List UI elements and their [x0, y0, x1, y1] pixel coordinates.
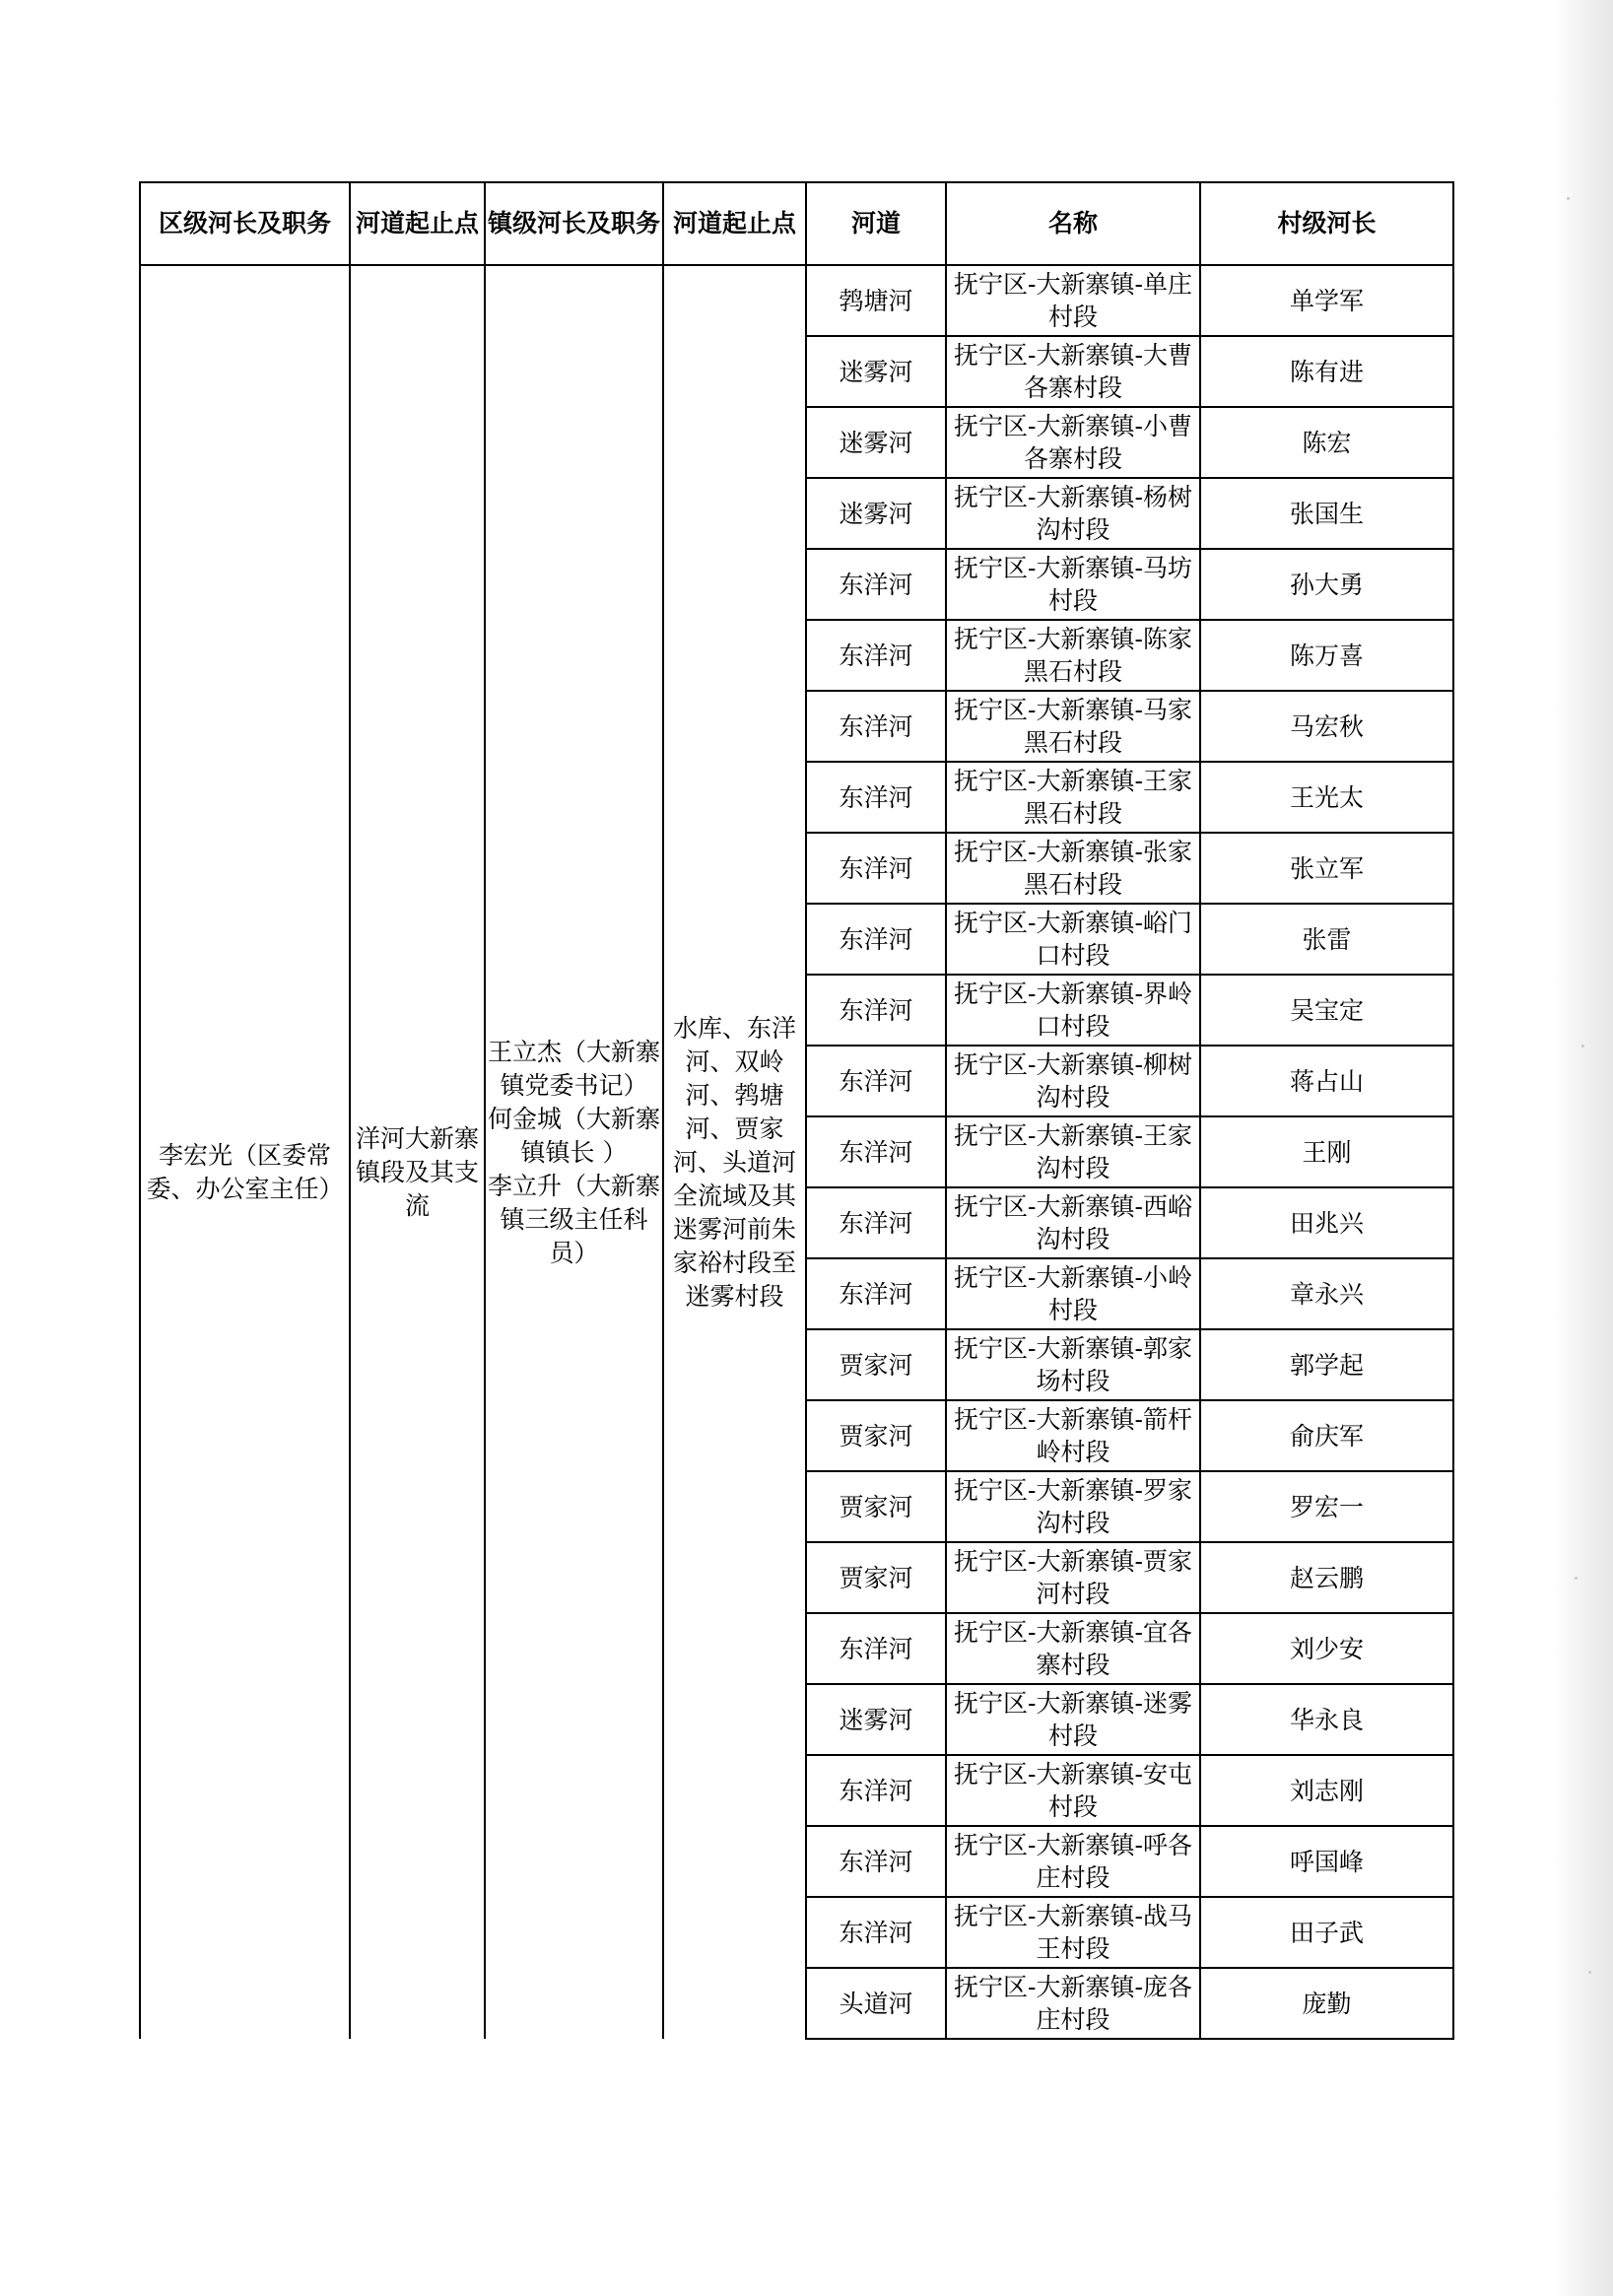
village-chief-cell: 罗宏一 [1200, 1471, 1453, 1542]
segment-name-cell [946, 1187, 1200, 1258]
river-cell: 迷雾河 [806, 336, 946, 407]
village-chief-cell: 庞勤 [1200, 1968, 1453, 2039]
segment-name-text: 抚宁区-大新寨镇-马家黑石村段 [954, 696, 1192, 757]
segment-name-text: 抚宁区-大新寨镇-单庄村段 [954, 270, 1192, 331]
village-chief-cell: 陈宏 [1200, 407, 1453, 478]
river-cell: 迷雾河 [806, 478, 946, 549]
river-cell: 东洋河 [806, 975, 946, 1046]
segment-name-text: 抚宁区-大新寨镇-杨树沟村段 [954, 483, 1192, 544]
segment-name-text: 抚宁区-大新寨镇-西峪沟村段 [954, 1192, 1192, 1253]
segment-name-text: 抚宁区-大新寨镇-小曹各寨村段 [954, 412, 1192, 473]
segment-name-text: 抚宁区-大新寨镇-呼各庄村段 [954, 1831, 1192, 1892]
segment-name-text: 抚宁区-大新寨镇-陈家黑石村段 [954, 625, 1192, 686]
village-chief-cell: 马宏秋 [1200, 691, 1453, 762]
river-cell: 东洋河 [806, 1755, 946, 1826]
segment-name-cell [946, 1471, 1200, 1542]
segment-name-cell [946, 620, 1200, 691]
district-chief-text: 李宏光（区委常委、办公室主任） [146, 1140, 344, 1203]
village-chief-cell: 蒋占山 [1200, 1046, 1453, 1116]
segment-name-text: 抚宁区-大新寨镇-马坊村段 [954, 554, 1192, 615]
segment-name-cell [946, 1613, 1200, 1684]
village-chief-cell: 王光太 [1200, 762, 1453, 833]
river-cell: 东洋河 [806, 1897, 946, 1968]
header-town-chief: 镇级河长及职务 [485, 182, 663, 265]
segment-name-cell [946, 407, 1200, 478]
village-chief-cell: 单学军 [1200, 265, 1453, 336]
district-reach-text: 洋河大新寨镇段及其支流 [355, 1123, 479, 1220]
scan-speck [1575, 1577, 1578, 1580]
village-chief-cell: 章永兴 [1200, 1258, 1453, 1329]
river-cell: 东洋河 [806, 1613, 946, 1684]
segment-name-cell [946, 975, 1200, 1046]
segment-name-text: 抚宁区-大新寨镇-大曹各寨村段 [954, 341, 1192, 402]
segment-name-cell [946, 1684, 1200, 1755]
village-chief-cell: 王刚 [1200, 1116, 1453, 1187]
village-chief-cell: 刘少安 [1200, 1613, 1453, 1684]
header-name: 名称 [946, 182, 1200, 265]
segment-name-cell [946, 1542, 1200, 1613]
header-row [140, 182, 1453, 265]
river-cell: 贾家河 [806, 1471, 946, 1542]
header-district-chief: 区级河长及职务 [140, 182, 350, 265]
village-chief-cell: 陈有进 [1200, 336, 1453, 407]
river-cell: 鹁塘河 [806, 265, 946, 336]
segment-name-text: 抚宁区-大新寨镇-郭家场村段 [954, 1334, 1192, 1395]
header-river: 河道 [806, 182, 946, 265]
town-chief-entry: 王立杰（大新寨镇党委书记） [487, 1037, 660, 1100]
scan-speck [1581, 1045, 1584, 1047]
segment-name-text: 抚宁区-大新寨镇-宜各寨村段 [954, 1618, 1192, 1679]
segment-name-cell [946, 904, 1200, 975]
scan-speck [1567, 197, 1570, 200]
river-cell: 贾家河 [806, 1329, 946, 1400]
segment-name-text: 抚宁区-大新寨镇-安屯村段 [954, 1760, 1192, 1821]
town-reach-cell [663, 265, 806, 2039]
segment-name-text: 抚宁区-大新寨镇-峪门口村段 [954, 909, 1192, 970]
segment-name-cell [946, 762, 1200, 833]
river-cell: 东洋河 [806, 904, 946, 975]
river-cell: 迷雾河 [806, 1684, 946, 1755]
header-town-reach: 河道起止点 [663, 182, 806, 265]
river-cell: 东洋河 [806, 833, 946, 904]
river-cell: 东洋河 [806, 762, 946, 833]
segment-name-cell [946, 478, 1200, 549]
district-reach-cell [350, 265, 485, 2039]
village-chief-cell: 张雷 [1200, 904, 1453, 975]
river-cell: 东洋河 [806, 1187, 946, 1258]
river-cell: 头道河 [806, 1968, 946, 2039]
segment-name-text: 抚宁区-大新寨镇-王家沟村段 [954, 1121, 1192, 1182]
village-chief-cell: 孙大勇 [1200, 549, 1453, 620]
segment-name-cell [946, 833, 1200, 904]
page-edge-shadow [1554, 0, 1613, 2296]
river-cell: 东洋河 [806, 549, 946, 620]
village-chief-cell: 陈万喜 [1200, 620, 1453, 691]
river-cell: 东洋河 [806, 1046, 946, 1116]
segment-name-text: 抚宁区-大新寨镇-小岭村段 [954, 1263, 1192, 1324]
segment-name-text: 抚宁区-大新寨镇-庞各庄村段 [954, 1973, 1192, 2034]
header-district-reach: 河道起止点 [350, 182, 485, 265]
segment-name-text: 抚宁区-大新寨镇-迷雾村段 [954, 1689, 1192, 1750]
district-chief-cell [140, 265, 350, 2039]
segment-name-cell [946, 265, 1200, 336]
segment-name-text: 抚宁区-大新寨镇-贾家河村段 [954, 1547, 1192, 1608]
scan-speck [1588, 1971, 1591, 1974]
segment-name-text: 抚宁区-大新寨镇-罗家沟村段 [954, 1476, 1192, 1537]
river-cell: 迷雾河 [806, 407, 946, 478]
town-reach-text: 水库、东洋河、双岭河、鹁塘河、贾家河、头道河全流域及其迷雾河前朱家裕村段至迷雾村段 [672, 1013, 796, 1311]
segment-name-cell [946, 1968, 1200, 2039]
segment-name-text: 抚宁区-大新寨镇-战马王村段 [954, 1902, 1192, 1963]
segment-name-cell [946, 1826, 1200, 1897]
segment-name-cell [946, 1258, 1200, 1329]
village-chief-cell: 呼国峰 [1200, 1826, 1453, 1897]
town-chief-entry: 何金城（大新寨镇镇长 ） [487, 1104, 660, 1167]
segment-name-cell [946, 1897, 1200, 1968]
village-chief-cell: 张国生 [1200, 478, 1453, 549]
segment-name-text: 抚宁区-大新寨镇-箭杆岭村段 [954, 1405, 1192, 1466]
river-chief-table [139, 181, 1454, 2040]
village-chief-cell: 华永良 [1200, 1684, 1453, 1755]
village-chief-cell: 刘志刚 [1200, 1755, 1453, 1826]
table-body [140, 265, 1453, 2039]
river-cell: 东洋河 [806, 620, 946, 691]
segment-name-cell [946, 1400, 1200, 1471]
segment-name-text: 抚宁区-大新寨镇-张家黑石村段 [954, 838, 1192, 899]
river-cell: 东洋河 [806, 691, 946, 762]
segment-name-cell [946, 691, 1200, 762]
header-village-chief: 村级河长 [1200, 182, 1453, 265]
segment-name-text: 抚宁区-大新寨镇-柳树沟村段 [954, 1050, 1192, 1112]
segment-name-text: 抚宁区-大新寨镇-界岭口村段 [954, 979, 1192, 1041]
river-cell: 东洋河 [806, 1258, 946, 1329]
village-chief-cell: 俞庆军 [1200, 1400, 1453, 1471]
river-cell: 贾家河 [806, 1542, 946, 1613]
village-chief-cell: 郭学起 [1200, 1329, 1453, 1400]
town-chiefs-cell [485, 265, 663, 2039]
village-chief-cell: 田兆兴 [1200, 1187, 1453, 1258]
village-chief-cell: 赵云鹏 [1200, 1542, 1453, 1613]
river-cell: 贾家河 [806, 1400, 946, 1471]
village-chief-cell: 田子武 [1200, 1897, 1453, 1968]
town-chief-entry: 李立升（大新寨镇三级主任科员） [487, 1171, 660, 1267]
village-chief-cell: 张立军 [1200, 833, 1453, 904]
river-cell: 东洋河 [806, 1116, 946, 1187]
segment-name-cell [946, 1755, 1200, 1826]
segment-name-text: 抚宁区-大新寨镇-王家黑石村段 [954, 767, 1192, 828]
segment-name-cell [946, 336, 1200, 407]
village-chief-cell: 吴宝定 [1200, 975, 1453, 1046]
river-cell: 东洋河 [806, 1826, 946, 1897]
table-row [140, 265, 1453, 336]
segment-name-cell [946, 1046, 1200, 1116]
segment-name-cell [946, 549, 1200, 620]
segment-name-cell [946, 1329, 1200, 1400]
segment-name-cell [946, 1116, 1200, 1187]
